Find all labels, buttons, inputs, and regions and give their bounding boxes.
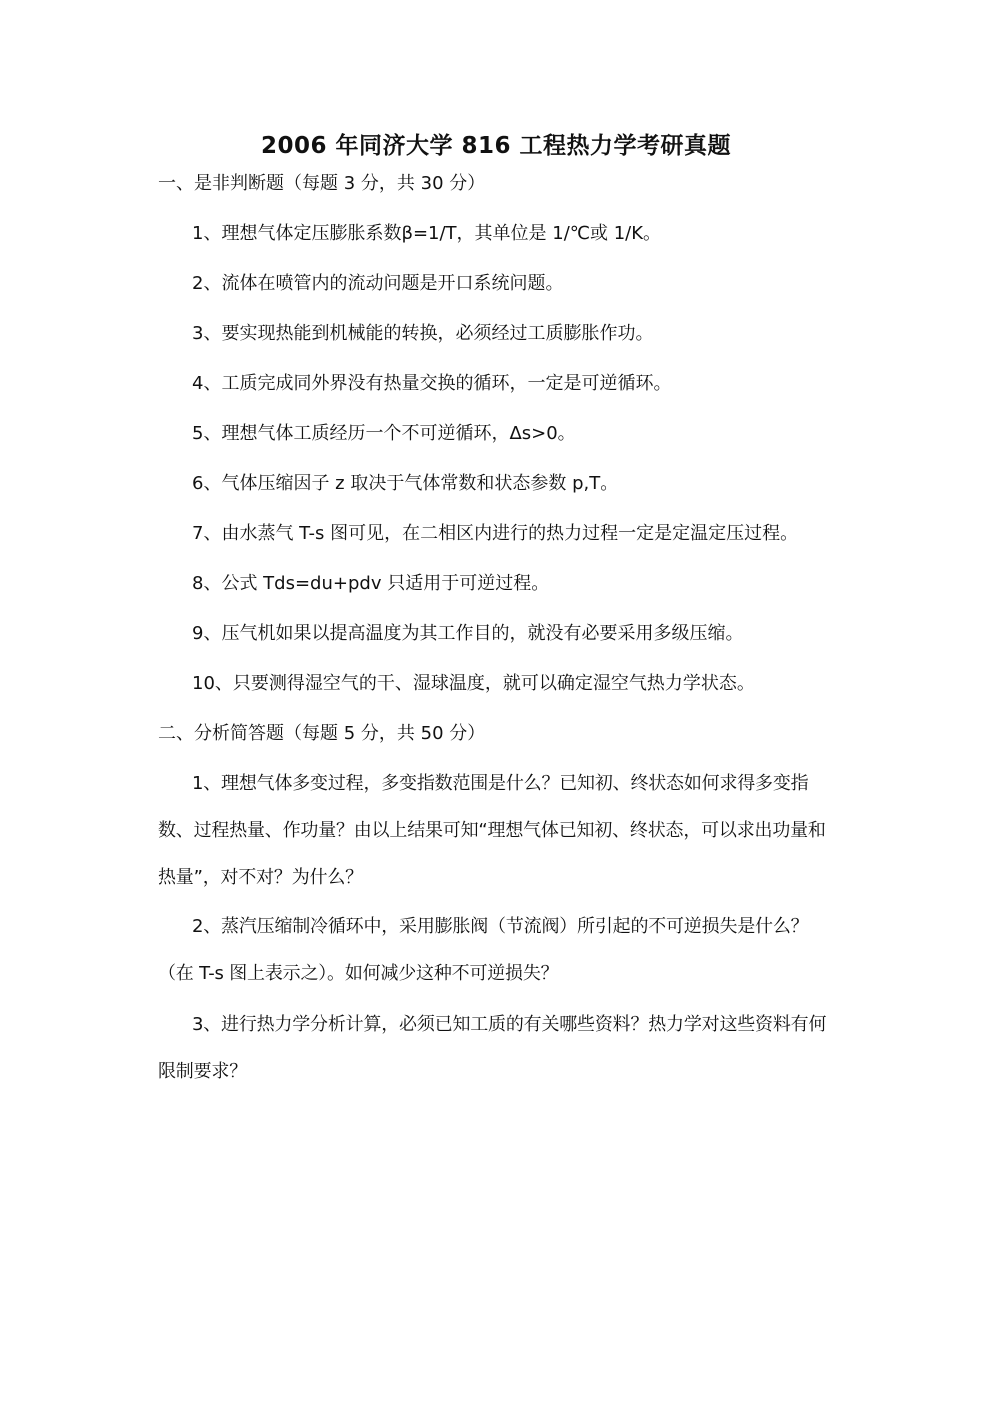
section-heading-true-false: 一、是非判断题（每题 3 分，共 30 分）	[158, 173, 486, 194]
short-answer-question: 1、理想气体多变过程，多变指数范围是什么？已知初、终状态如何求得多变指数、过程热量、作功量？由以上结果可知“理想气体已知初、终状态，可以求出功量和热量”，对不对？为什么？	[158, 773, 826, 888]
true-false-question: 8、公式 Tds=du+pdv 只适用于可逆过程。	[192, 573, 550, 594]
true-false-question: 10、只要测得湿空气的干、湿球温度，就可以确定湿空气热力学状态。	[192, 673, 755, 694]
page-title: 2006 年同济大学 816 工程热力学考研真题	[260, 133, 732, 159]
short-answer-question: 3、进行热力学分析计算，必须已知工质的有关哪些资料？热力学对这些资料有何限制要求？	[158, 1014, 827, 1082]
true-false-question: 4、工质完成同外界没有热量交换的循环，一定是可逆循环。	[192, 373, 672, 394]
true-false-question: 5、理想气体工质经历一个不可逆循环，Δs>0。	[192, 423, 576, 444]
true-false-question: 2、流体在喷管内的流动问题是开口系统问题。	[192, 273, 564, 294]
true-false-question: 7、由水蒸气 T-s 图可见，在二相区内进行的热力过程一定是定温定压过程。	[192, 523, 799, 544]
short-answer-question: 2、蒸汽压缩制冷循环中，采用膨胀阀（节流阀）所引起的不可逆损失是什么？（在 T-s 图上表示之）。如何减少这种不可逆损失？	[158, 916, 809, 984]
section-heading-short-answer: 二、分析简答题（每题 5 分，共 50 分）	[158, 723, 486, 744]
true-false-question: 6、气体压缩因子 z 取决于气体常数和状态参数 p,T。	[192, 473, 619, 494]
true-false-question: 3、要实现热能到机械能的转换，必须经过工质膨胀作功。	[192, 323, 654, 344]
true-false-question: 1、理想气体定压膨胀系数β=1/T，其单位是 1/℃或 1/K。	[192, 223, 662, 244]
true-false-question: 9、压气机如果以提高温度为其工作目的，就没有必要采用多级压缩。	[192, 623, 744, 644]
